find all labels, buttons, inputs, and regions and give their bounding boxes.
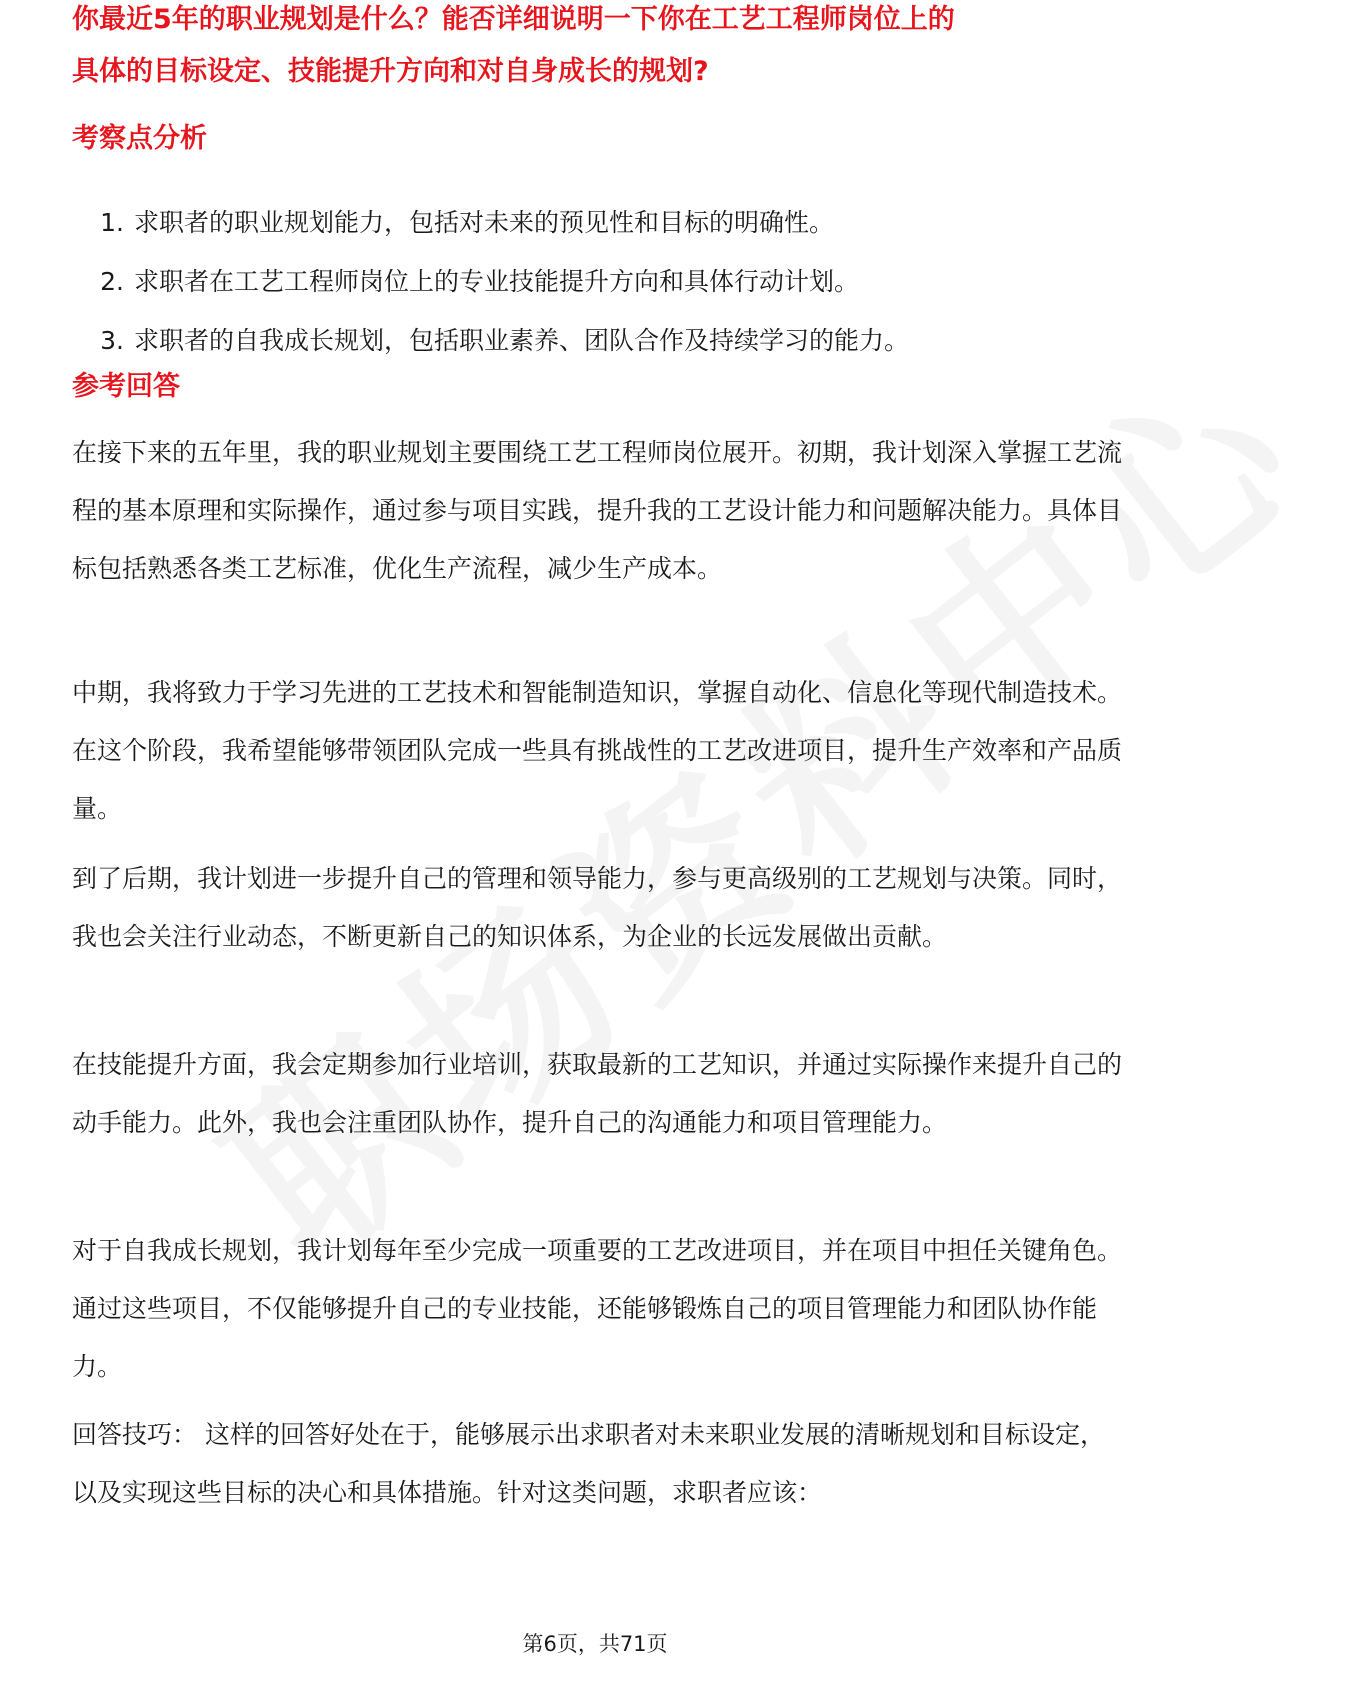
list-item-number: 2. <box>100 267 124 296</box>
question-line-partial: 你最近5年的职业规划是什么？能否详细说明一下你在工艺工程师岗位上的 <box>72 4 955 35</box>
answer-paragraph: 中期，我将致力于学习先进的工艺技术和智能制造知识，掌握自动化、信息化等现代制造技术。在这个阶段，我希望能够带领团队完成一些具有挑战性的工艺改进项目，提升生产效率和产品质量。 <box>72 678 1123 823</box>
list-item-number: 1. <box>100 208 124 237</box>
page-footer: 第6页，共71页 <box>522 1632 668 1656</box>
list-item-text: 求职者的自我成长规划，包括职业素养、团队合作及持续学习的能力。 <box>133 326 909 355</box>
answer-paragraph: 在技能提升方面，我会定期参加行业培训，获取最新的工艺知识，并通过实际操作来提升自己的动手能力。此外，我也会注重团队协作，提升自己的沟通能力和项目管理能力。 <box>72 1050 1123 1137</box>
answer-paragraph: 在接下来的五年里，我的职业规划主要围绕工艺工程师岗位展开。初期，我计划深入掌握工艺流程的基本原理和实际操作，通过参与项目实践，提升我的工艺设计能力和问题解决能力。具体目标包括熟悉各类工艺标准，优化生产流程，减少生产成本。 <box>72 438 1123 583</box>
analysis-section-title: 考察点分析 <box>72 123 207 154</box>
question-heading <box>72 4 1132 96</box>
answer-paragraph: 对于自我成长规划，我计划每年至少完成一项重要的工艺改进项目，并在项目中担任关键角色。通过这些项目，不仅能够提升自己的专业技能，还能够锻炼自己的项目管理能力和团队协作能力。 <box>72 1236 1123 1381</box>
list-item <box>72 311 1132 370</box>
analysis-points-list <box>72 193 1132 370</box>
answer-tips-paragraph: 回答技巧： 这样的回答好处在于，能够展示出求职者对未来职业发展的清晰规划和目标设定，以及实现这些目标的决心和具体措施。针对这类问题，求职者应该： <box>72 1420 1105 1507</box>
answer-paragraph: 到了后期，我计划进一步提升自己的管理和领导能力，参与更高级别的工艺规划与决策。同时，我也会关注行业动态，不断更新自己的知识体系，为企业的长远发展做出贡献。 <box>72 864 1123 951</box>
list-item-text: 求职者在工艺工程师岗位上的专业技能提升方向和具体行动计划。 <box>133 267 859 296</box>
list-item-number: 3. <box>100 326 124 355</box>
list-item <box>72 193 1132 252</box>
question-line: 具体的目标设定、技能提升方向和对自身成长的规划? <box>72 56 709 87</box>
list-item-text: 求职者的职业规划能力，包括对未来的预见性和目标的明确性。 <box>133 208 834 237</box>
answer-section-title: 参考回答 <box>72 371 180 402</box>
list-item <box>72 252 1132 311</box>
